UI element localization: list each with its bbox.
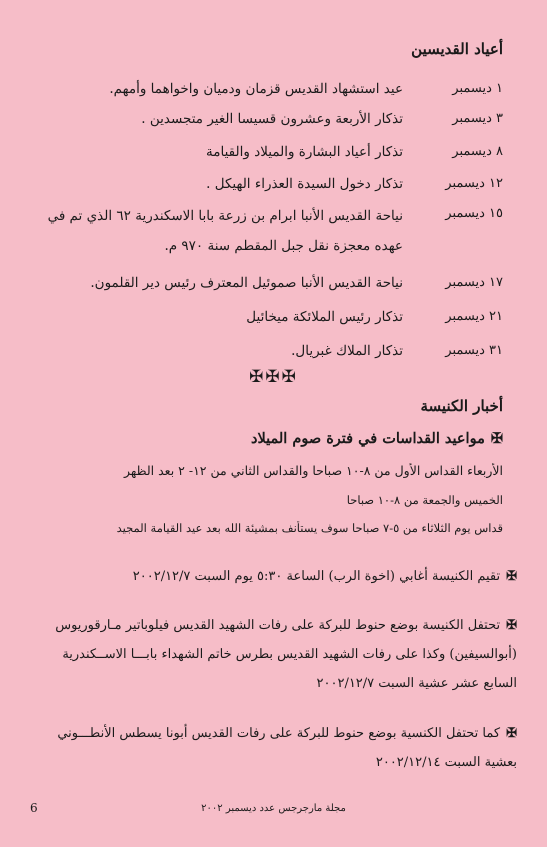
feast-date: ١٧ ديسمبر — [445, 275, 503, 290]
feast-date: ٨ ديسمبر — [452, 144, 503, 159]
feast-item — [43, 106, 503, 132]
news-text: كما تحتفل الكنسية بوضع حنوط للبركة على رفات القديس أبونا يسطس الأنطـــوني بعشية السبت ٢٠٠٢/١٢/١٤ — [57, 726, 517, 770]
liturgy-heading — [251, 430, 503, 447]
page-number: 6 — [30, 801, 38, 815]
liturgy-line: قداس يوم الثلاثاء من ٥-٧ صباحا سوف يستأنف بمشيئة الله بعد عيد القيامة المجيد — [116, 521, 503, 535]
liturgy-line: الأربعاء القداس الأول من ٨-١٠ صباحا والقداس الثاني من ١٢- ٢ بعد الظهر — [123, 463, 503, 478]
feast-text: تذكار رئيس الملائكة ميخائيل — [246, 309, 403, 325]
feast-text: تذكار أعياد البشارة والميلاد والقيامة — [206, 144, 403, 160]
feast-text: عيد استشهاد القديس قزمان ودميان واخواهما وأمهم. — [109, 81, 403, 97]
feast-date: ٣١ ديسمبر — [445, 343, 503, 358]
feast-item — [43, 270, 503, 296]
magazine-footer: مجلة مارجرجس عدد ديسمبر ٢٠٠٢ — [201, 803, 346, 814]
feast-text: تذكار الأربعة وعشرون قسيسا الغير متجسدين . — [141, 111, 403, 127]
news-text: تحتفل الكنيسة بوضع حنوط للبركة على رفات الشهيد القديس فيلوباتير مـارقوريوس (أبوالسيفين) وكذا على رفات الشهيد القديس بطرس خاتم الشهداء بابـــا الاســكندرية السابع عشر عشية السبت ٢٠٠٢/١٢/٧ — [55, 618, 517, 691]
feast-item — [43, 76, 503, 102]
news-item — [28, 611, 517, 698]
cross-icon: ✠ — [506, 726, 517, 741]
news-item — [28, 562, 517, 591]
news-text: تقيم الكنيسة أغابي (اخوة الرب) الساعة ٥:٣٠ يوم السبت ٢٠٠٢/١٢/٧ — [132, 569, 501, 584]
feast-item — [43, 201, 503, 263]
feast-date: ٣ ديسمبر — [452, 111, 503, 126]
news-item — [28, 719, 517, 777]
feast-date: ٢١ ديسمبر — [445, 309, 503, 324]
feast-date: ١٢ ديسمبر — [445, 176, 503, 191]
feast-item — [43, 139, 503, 165]
feast-text: نياحة القديس الأنبا صموئيل المعترف رئيس دير القلمون. — [90, 275, 403, 291]
news-heading: أخبار الكنيسة — [420, 397, 503, 415]
feasts-heading: أعياد القديسين — [411, 40, 503, 58]
liturgy-line: الخميس والجمعة من ٨-١٠ صباحا — [346, 493, 503, 507]
feast-text: تذكار دخول السيدة العذراء الهيكل . — [206, 176, 403, 192]
feast-date: ١ ديسمبر — [452, 81, 503, 96]
feast-item — [43, 338, 503, 364]
feast-item — [43, 304, 503, 330]
cross-icon: ✠ — [506, 569, 517, 584]
feast-text: نياحة القديس الأنبا ابرام بن زرعة بابا الاسكندرية ٦٢ الذي تم في عهده معجزة نقل جبل المقطم سنة ٩٧٠ م. — [47, 208, 403, 254]
cross-icon: ✠ — [490, 430, 503, 447]
feast-text: تذكار الملاك غبريال. — [291, 343, 403, 359]
liturgy-title: مواعيد القداسات في فترة صوم الميلاد — [251, 430, 485, 447]
cross-divider-icon: ✠✠✠ — [249, 367, 298, 387]
feast-item — [43, 171, 503, 197]
cross-icon: ✠ — [506, 618, 517, 633]
feast-date: ١٥ ديسمبر — [445, 206, 503, 221]
